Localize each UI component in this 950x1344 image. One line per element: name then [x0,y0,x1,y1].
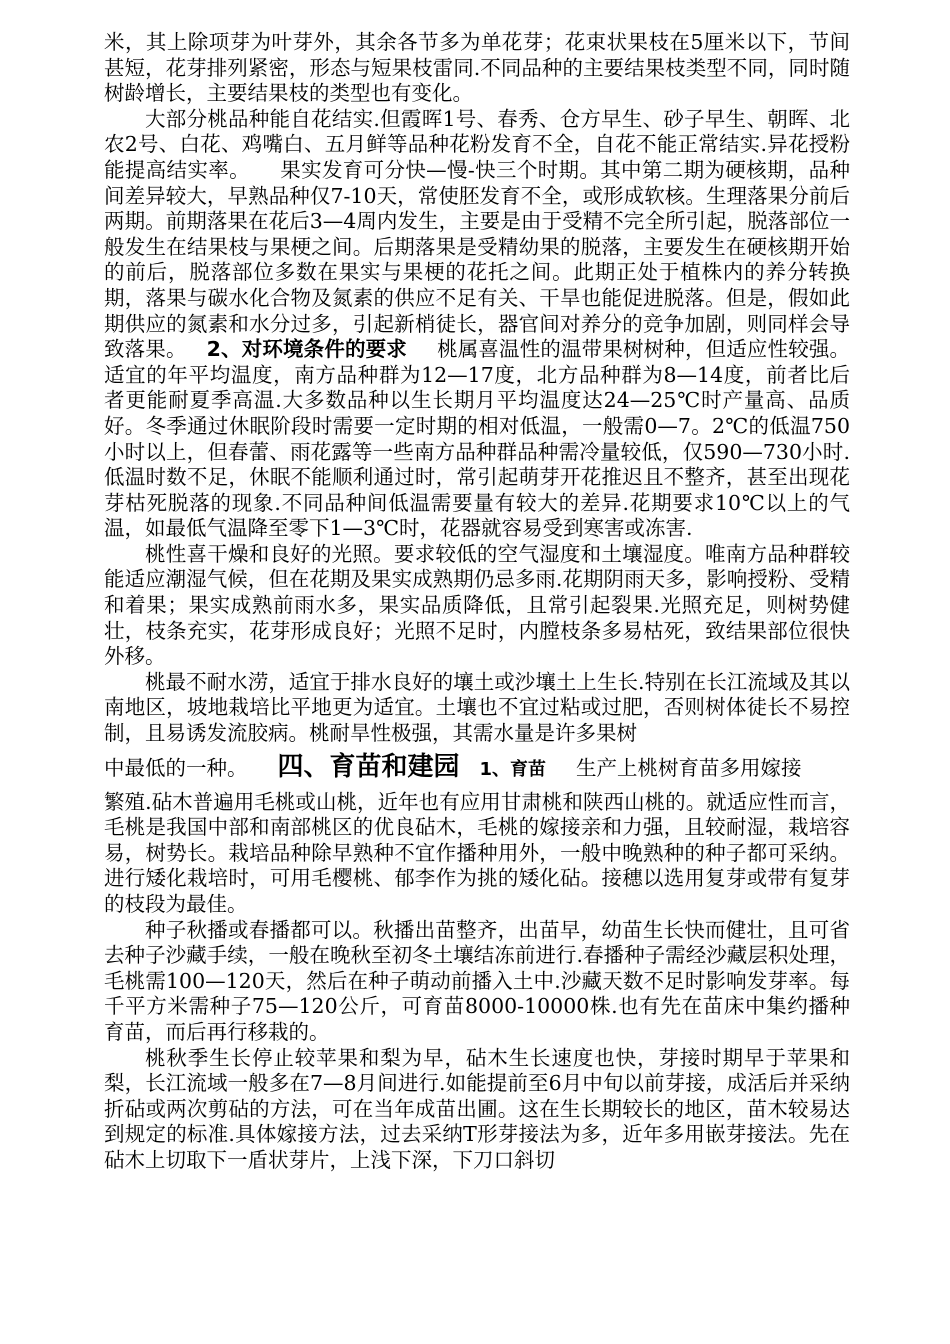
section-heading-line [104,747,850,790]
section-heading-environment: 对环境条件的要求 [241,337,407,362]
temperature-text: 桃属喜温性的温带果树树种，但适应性较强。适宜的年平均温度，南方品种群为12—17度，北方品种群为8—14度，前者比后者更能耐夏季高温.大多数品种以生长期月平均温度达24—25℃时产量高、品质好。冬季通过休眠阶段时需要一定时期的相对低温，一般需0—7。2℃的低温750小时以上，但春蕾、雨花露等一些南方品种群品种需冷量较低，仅590—730小时.低温时数不足，休眠不能顺利通过时，常引起萌芽开花推迟且不整齐，甚至出现花芽枯死脱落的现象.不同品种间低温需要量有较大的差异.花期要求10℃以上的气温，如最低气温降至零下1—3℃时，花器就容易受到寒害或冻害. [104,337,851,541]
fruit-development-text: 果实发育可分快—慢-快三个时期。其中第二期为硬核期，品种间差异较大，早熟品种仅7-10天，常使胚发育不全，或形成软核。生理落果分前后两期。前期落果在花后3—4周内发生，主要是由于受精不完全所引起，脱落部位一般发生在结果枝与果梗之间。后期落果是受精幼果的脱落，主要发生在硬核期开始的前后，脱落部位多数在果实与果梗的花托之间。此期正处于植株内的养分转换期，落果与碳水化合物及氮素的供应不足有关、干旱也能促进脱落。但是，假如此期供应的氮素和水分过多，引起新梢徒长，器官间对养分的竞争加剧，则同样会导致落果。 [104,157,850,362]
section-number: 2、 [206,337,242,362]
paragraph-soil-water-end: 中最低的一种。 [104,755,248,780]
document-page [104,30,850,1174]
paragraph-fruiting-branch: 米，其上除项芽为叶芽外，其余各节多为单花芽；花束状果枝在5厘米以下，节间甚短，花芽排列紧密，形态与短果枝雷同.不同品种的主要结果枝类型不同，同时随树龄增长，主要结果枝的类型也有变化。 [104,30,850,106]
paragraph-sowing: 种子秋播或春播都可以。秋播出苗整齐，出苗早，幼苗生长快而健壮，且可省去种子沙藏手续，一般在晚秋至初冬土壤结冻前进行.春播种子需经沙藏层积处理，毛桃需100—120天，然后在种子萌动前播入土中.沙藏天数不足时影响发芽率。每千平方米需种子75—120公斤，可育苗8000-10000株.也有先在苗床中集约播种育苗，而后再行移栽的。 [104,917,850,1044]
subheading-seedling: 1、育苗 [479,758,547,780]
seedling-intro-text: 生产上桃树育苗多用嫁接 [576,755,802,780]
pollination-text: 大部分桃品种能自花结实.但霞晖1号、春秀、仓方早生、砂子早生、朝晖、北农2号、白花、鸡嘴白、五月鲜等品种花粉发育不全，自花不能正常结实.异花授粉能提高结实率。 [104,106,850,182]
section-heading-nursery: 四、育苗和建园 [277,751,460,782]
paragraph-soil-water: 桃最不耐水涝，适宜于排水良好的壤土或沙壤土上生长.特别在长江流域及其以南地区，坡地栽培比平地更为适宜。土壤也不宜过粘或过肥，否则树体徒长不易控制，且易诱发流胶病。桃耐旱性极强，其需水量是许多果树 [104,669,850,746]
paragraph-pollination [104,107,850,542]
paragraph-light-humidity: 桃性喜干燥和良好的光照。要求较低的空气湿度和土壤湿度。唯南方品种群较能适应潮湿气候，但在花期及果实成熟期仍忌多雨.花期阴雨天多，影响授粉、受精和着果；果实成熟前雨水多，果实品质降低，且常引起裂果.光照充足，则树势健壮，枝条充实，花芽形成良好；光照不足时，内膛枝条多易枯死，致结果部位很快外移。 [104,541,850,669]
paragraph-rootstock: 繁殖.砧木普遍用毛桃或山桃，近年也有应用甘肃桃和陕西山桃的。就适应性而言，毛桃是我国中部和南部桃区的优良砧木，毛桃的嫁接亲和力强，且较耐湿，栽培容易，树势长。栽培品种除早熟种不宜作播种用外，一般中晚熟种的种子都可采纳。进行矮化栽培时，可用毛樱桃、郁李作为挑的矮化砧。接穗以选用复芽或带有复芽的枝段为最佳。 [104,789,850,916]
paragraph-budding: 桃秋季生长停止较苹果和梨为早，砧木生长速度也快，芽接时期早于苹果和梨，长江流域一般多在7—8月间进行.如能提前至6月中旬以前芽接，成活后并采纳折砧或两次剪砧的方法，可在当年成苗出圃。这在生长期较长的地区，苗木较易达到规定的标准.具体嫁接方法，过去采纳T形芽接法为多，近年多用嵌芽接法。先在砧木上切取下一盾状芽片，上浅下深，下刀口斜切 [104,1045,850,1172]
